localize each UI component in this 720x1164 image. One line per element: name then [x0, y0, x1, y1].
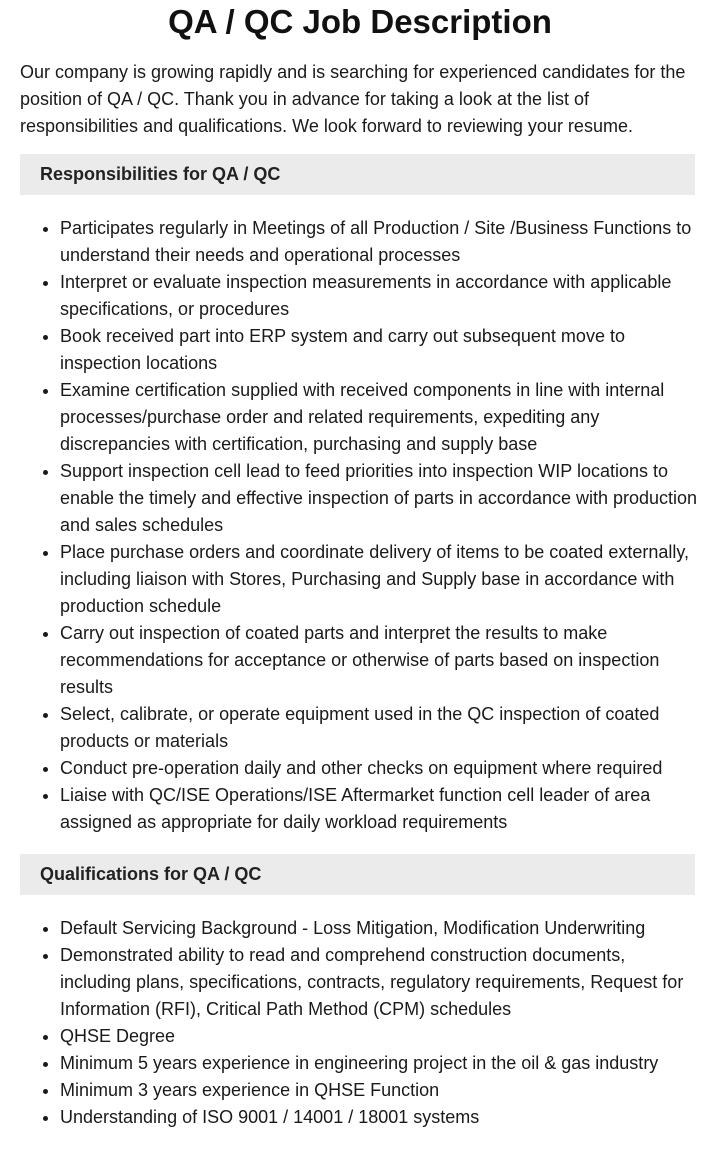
- list-item: • Examine certification supplied with received components in line with internal processes/purchase order and related requirements, expediting any discrepancies with certification, purchasing and supply base: [60, 377, 700, 458]
- list-item: • Select, calibrate, or operate equipment used in the QC inspection of coated products or materials: [60, 701, 700, 755]
- list-item: • Understanding of ISO 9001 / 14001 / 18001 systems: [60, 1104, 700, 1131]
- list-item: • QHSE Degree: [60, 1023, 700, 1050]
- responsibilities-list: [20, 215, 700, 836]
- list-item: • Support inspection cell lead to feed priorities into inspection WIP locations to enable the timely and effective inspection of parts in accordance with production and sales schedules: [60, 458, 700, 539]
- list-item: • Default Servicing Background - Loss Mitigation, Modification Underwriting: [60, 915, 700, 942]
- list-item: • Book received part into ERP system and carry out subsequent move to inspection locations: [60, 323, 700, 377]
- list-item: • Conduct pre-operation daily and other checks on equipment where required: [60, 755, 700, 782]
- list-item: • Liaise with QC/ISE Operations/ISE Aftermarket function cell leader of area assigned as appropriate for daily workload requirements: [60, 782, 700, 836]
- list-item: • Interpret or evaluate inspection measurements in accordance with applicable specifications, or procedures: [60, 269, 700, 323]
- qualifications-list: [20, 915, 700, 1131]
- list-item: • Demonstrated ability to read and comprehend construction documents, including plans, specifications, contracts, regulatory requirements, Request for Information (RFI), Critical Path Method (CPM) schedules: [60, 942, 700, 1023]
- list-item: • Participates regularly in Meetings of all Production / Site /Business Functions to understand their needs and operational processes: [60, 215, 700, 269]
- page-title: QA / QC Job Description: [168, 3, 552, 40]
- list-item: • Minimum 5 years experience in engineering project in the oil & gas industry: [60, 1050, 700, 1077]
- list-item: • Minimum 3 years experience in QHSE Function: [60, 1077, 700, 1104]
- list-item: • Place purchase orders and coordinate delivery of items to be coated externally, including liaison with Stores, Purchasing and Supply base in accordance with production schedule: [60, 539, 700, 620]
- intro-paragraph: Our company is growing rapidly and is searching for experienced candidates for the position of QA / QC. Thank you in advance for taking a look at the list of responsibilities and qualifications. We look forward to reviewing your resume.: [20, 62, 686, 136]
- qualifications-heading: Qualifications for QA / QC: [20, 854, 695, 895]
- responsibilities-heading: Responsibilities for QA / QC: [20, 154, 695, 195]
- list-item: • Carry out inspection of coated parts and interpret the results to make recommendations for acceptance or otherwise of parts based on inspection results: [60, 620, 700, 701]
